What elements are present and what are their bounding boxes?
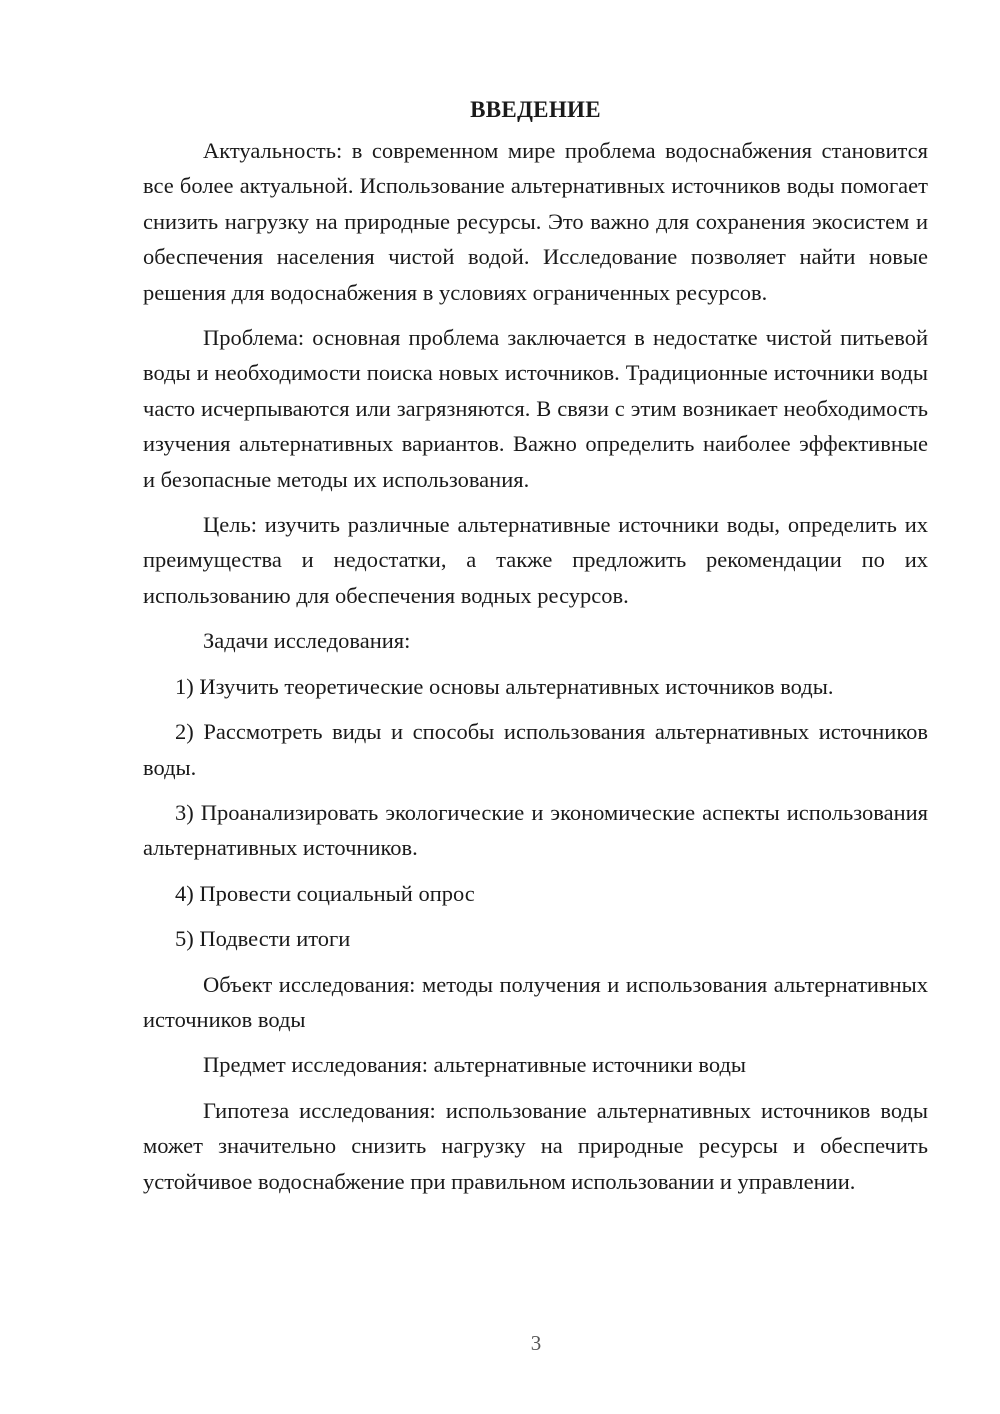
paragraph-tasks-heading: Задачи исследования: — [203, 628, 411, 654]
task-item-4: 4) Провести социальный опрос — [175, 880, 475, 906]
task-item-3: 3) Проанализировать экологические и экономические аспекты использования альтернативных источников. — [143, 799, 928, 861]
paragraph-goal: Цель: изучить различные альтернативные источники воды, определить их преимущества и недостатки, а также предложить рекомендации по их использованию для обеспечения водных ресурсов. — [143, 512, 928, 608]
section-title: ВВЕДЕНИЕ — [470, 97, 601, 122]
task-item-5: 5) Подвести итоги — [175, 926, 351, 952]
task-item-1: 1) Изучить теоретические основы альтернативных источников воды. — [175, 673, 834, 699]
paragraph-problem: Проблема: основная проблема заключается в недостатке чистой питьевой воды и необходимости поиска новых источников. Традиционные источники воды часто исчерпываются или загрязняются. В связи с этим возникает необходимость изучения альтернативных вариантов. Важно определить наиболее эффективные и безопасные методы их использования. — [143, 325, 928, 492]
paragraph-relevance: Актуальность: в современном мире проблема водоснабжения становится все более актуальной. Использование альтернативных источников воды помогает снизить нагрузку на природные ресурсы. Это важно для сохранения экосистем и обеспечения населения чистой водой. Исследование позволяет найти новые решения для водоснабжения в условиях ограниченных ресурсов. — [143, 138, 928, 305]
paragraph-hypothesis: Гипотеза исследования: использование альтернативных источников воды может значительно снизить нагрузку на природные ресурсы и обеспечить устойчивое водоснабжение при правильном использовании и управлении. — [143, 1097, 928, 1194]
page-number: 3 — [530, 1331, 542, 1355]
paragraph-subject: Предмет исследования: альтернативные источники воды — [203, 1052, 747, 1078]
document-page — [143, 92, 928, 1209]
paragraph-object: Объект исследования: методы получения и использования альтернативных источников воды — [143, 971, 928, 1032]
task-item-2: 2) Рассмотреть виды и способы использования альтернативных источников воды. — [143, 719, 928, 780]
